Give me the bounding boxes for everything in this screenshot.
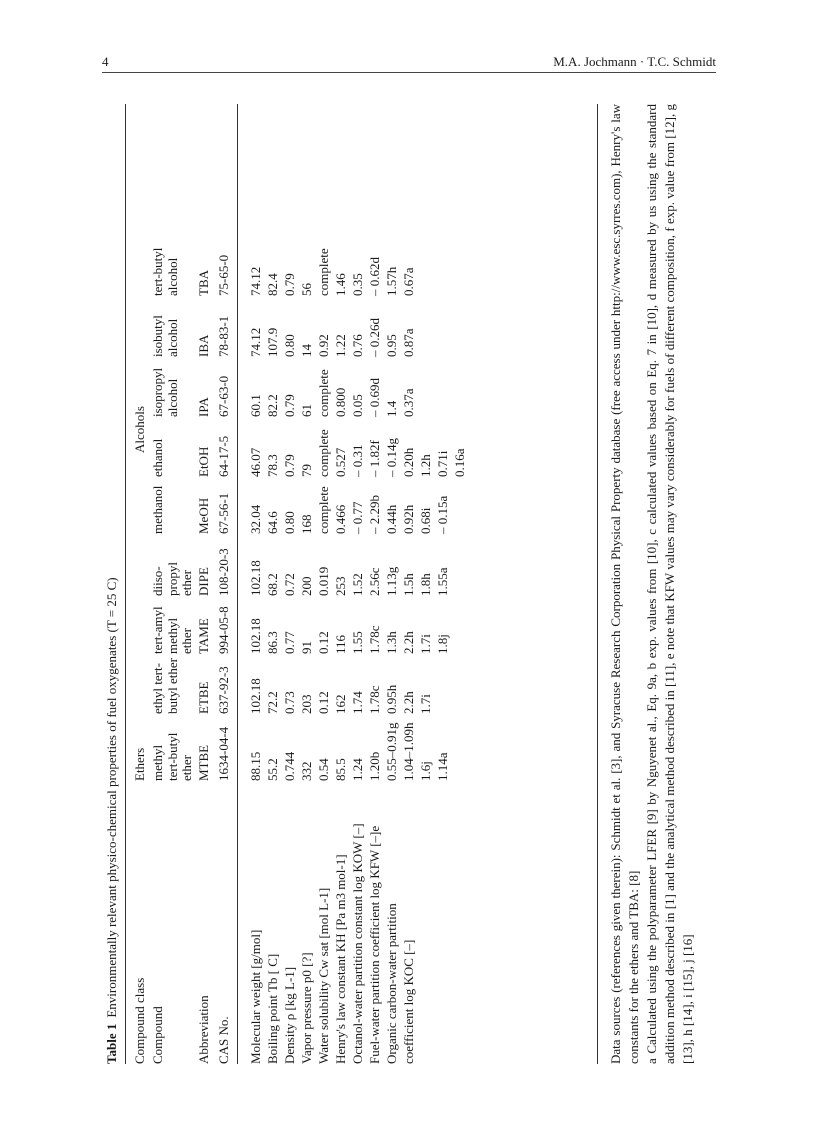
value-cell: 14 bbox=[299, 344, 314, 357]
value-cell: 0.67a bbox=[401, 267, 416, 296]
value-cell: 0.72 bbox=[282, 573, 297, 596]
value-cell: 1.2h bbox=[418, 454, 433, 477]
value-cell: 0.466 bbox=[333, 504, 348, 534]
value-cell: 61 bbox=[299, 404, 314, 417]
compound-cas: 67-56-1 bbox=[216, 492, 231, 534]
value-cell: 200 bbox=[299, 576, 314, 596]
value-cell: 0.73 bbox=[282, 691, 297, 714]
value-cell: 168 bbox=[299, 514, 314, 534]
compound-name: tert-amyl methyl ether bbox=[150, 606, 194, 654]
value-cell: 1.3h bbox=[384, 631, 399, 654]
value-cell: 0.87a bbox=[401, 328, 416, 357]
value-cell: 0.77 bbox=[282, 631, 297, 654]
value-cell: 1.22 bbox=[333, 334, 348, 357]
compound-abbreviation: TAME bbox=[196, 618, 211, 654]
value-cell: – 0.15a bbox=[435, 495, 450, 534]
value-cell: 85.5 bbox=[333, 758, 348, 781]
abbreviation-label: Abbreviation bbox=[196, 995, 211, 1064]
value-cell: 55.2 bbox=[265, 758, 280, 781]
value-cell: 1.6j bbox=[418, 761, 433, 781]
value-cell: 1.8j bbox=[435, 634, 450, 654]
value-cell: 32.04 bbox=[248, 504, 263, 534]
value-cell: 0.019 bbox=[316, 566, 331, 596]
compound-name: isobutyl alcohol bbox=[150, 315, 180, 357]
compound-name: isopropyl alcohol bbox=[150, 367, 180, 417]
compound-cas: 637-92-3 bbox=[216, 666, 231, 714]
compound-abbreviation: TBA bbox=[196, 270, 211, 296]
compound-class-label: Compound class bbox=[132, 977, 147, 1064]
compound-abbreviation: ETBE bbox=[196, 681, 211, 714]
property-label: Octanol-water partition constant log KOW [–] bbox=[350, 823, 365, 1064]
value-cell: complete bbox=[316, 486, 331, 534]
property-label: Vapor pressure p0 [?] bbox=[299, 952, 314, 1064]
value-cell: 60.1 bbox=[248, 394, 263, 417]
property-label: coefficient log KOC [–] bbox=[401, 939, 416, 1064]
value-cell: 0.54 bbox=[316, 758, 331, 781]
value-cell: 1.57h bbox=[384, 266, 399, 296]
value-cell: – 0.77 bbox=[350, 501, 365, 534]
compound-cas: 994-05-8 bbox=[216, 606, 231, 654]
value-cell: 0.80 bbox=[282, 511, 297, 534]
value-cell: 107.9 bbox=[265, 327, 280, 357]
value-cell: 78.3 bbox=[265, 454, 280, 477]
compound-cas: 1634-04-4 bbox=[216, 726, 231, 781]
value-cell: 253 bbox=[333, 576, 348, 596]
value-cell: 0.744 bbox=[282, 751, 297, 781]
compound-name: ethyl tert-butyl ether bbox=[150, 658, 180, 714]
value-cell: 1.78c bbox=[367, 685, 382, 714]
value-cell: 64.6 bbox=[265, 511, 280, 534]
table-label: Table 1 bbox=[104, 1023, 119, 1064]
property-label: Organic carbon-water partition bbox=[384, 903, 399, 1064]
value-cell: 0.12 bbox=[316, 631, 331, 654]
value-cell: 1.55 bbox=[350, 631, 365, 654]
value-cell: 0.37a bbox=[401, 388, 416, 417]
property-label: Water solubility Cw sat [mol L-1] bbox=[316, 887, 331, 1064]
value-cell: 0.35 bbox=[350, 273, 365, 296]
value-cell: 1.7i bbox=[418, 634, 433, 654]
compound-name: diiso-propyl ether bbox=[150, 562, 194, 596]
value-cell: 79 bbox=[299, 464, 314, 477]
note-sources: Data sources (references given therein): Schmidt et al. [3], and Syracuse Research Corporation Physical Property database (free access under http://www.esc.syrres.com), Henry's law constants for the ethers and TBA: [8] bbox=[608, 104, 641, 1064]
note-footnotes: a Calculated using the polyparameter LFER [9] by Nguyenet al., Eq. 9a, b exp. values from [10], c calculated values based on Eq. 7 in [10], d measured by us using the standard addition method described in [1] and the analytical method described in [11], e note that KFW values may vary considerably for fuels of different composition, f exp. value from [12], g [13], h [14], i [15], j [16] bbox=[644, 104, 695, 1064]
table-1 bbox=[105, 104, 715, 1064]
value-cell: 203 bbox=[299, 694, 314, 714]
value-cell: 86.3 bbox=[265, 631, 280, 654]
compound-name: ethanol bbox=[150, 438, 165, 477]
value-cell: 72.2 bbox=[265, 691, 280, 714]
value-cell: 0.92h bbox=[401, 504, 416, 534]
compound-name: methanol bbox=[150, 485, 165, 534]
property-label: Henry's law constant KH [Pa m3 mol-1] bbox=[333, 854, 348, 1064]
value-cell: 0.92 bbox=[316, 334, 331, 357]
value-cell: 116 bbox=[333, 634, 348, 654]
value-cell: 2.2h bbox=[401, 691, 416, 714]
value-cell: 0.80 bbox=[282, 334, 297, 357]
value-cell: 102.18 bbox=[248, 618, 263, 654]
running-header bbox=[102, 50, 716, 73]
compound-cas: 78-83-1 bbox=[216, 315, 231, 357]
property-label: Molecular weight [g/mol] bbox=[248, 929, 263, 1064]
value-cell: 0.05 bbox=[350, 394, 365, 417]
value-cell: 0.68i bbox=[418, 507, 433, 534]
value-cell: 82.2 bbox=[265, 394, 280, 417]
value-cell: 1.8h bbox=[418, 573, 433, 596]
value-cell: 0.800 bbox=[333, 387, 348, 417]
value-cell: – 0.69d bbox=[367, 378, 382, 417]
value-cell: – 0.62d bbox=[367, 257, 382, 296]
value-cell: 1.20b bbox=[367, 751, 382, 781]
value-cell: 0.79 bbox=[282, 273, 297, 296]
top-rule bbox=[125, 104, 126, 1064]
value-cell: 1.55a bbox=[435, 567, 450, 596]
value-cell: 0.20h bbox=[401, 447, 416, 477]
table-notes bbox=[607, 104, 697, 1064]
value-cell: complete bbox=[316, 429, 331, 477]
value-cell: 56 bbox=[299, 283, 314, 296]
compound-name: methyl tert-butyl ether bbox=[150, 732, 194, 781]
value-cell: 0.16a bbox=[452, 448, 467, 477]
value-cell: 102.18 bbox=[248, 560, 263, 596]
value-cell: 332 bbox=[299, 761, 314, 781]
cas-label: CAS No. bbox=[216, 1016, 231, 1064]
value-cell: 0.44h bbox=[384, 504, 399, 534]
value-cell: – 1.82f bbox=[367, 440, 382, 477]
alcohols-class: Alcohols bbox=[132, 406, 147, 453]
value-cell: 1.46 bbox=[333, 273, 348, 296]
compound-abbreviation: MeOH bbox=[196, 497, 211, 534]
value-cell: 68.2 bbox=[265, 573, 280, 596]
table-caption-text: Environmentally relevant physico-chemical properties of fuel oxygenates (T = 25 C) bbox=[104, 577, 119, 1018]
ethers-class: Ethers bbox=[132, 747, 147, 781]
value-cell: 1.7i bbox=[418, 694, 433, 714]
value-cell: 82.4 bbox=[265, 273, 280, 296]
compound-abbreviation: DIPE bbox=[196, 567, 211, 596]
value-cell: – 0.26d bbox=[367, 318, 382, 357]
value-cell: 162 bbox=[333, 694, 348, 714]
value-cell: 1.74 bbox=[350, 691, 365, 714]
compound-abbreviation: EtOH bbox=[196, 446, 211, 477]
value-cell: 2.2h bbox=[401, 631, 416, 654]
value-cell: 0.95h bbox=[384, 684, 399, 714]
value-cell: 1.52 bbox=[350, 573, 365, 596]
property-label: Boiling point Tb [ C] bbox=[265, 953, 280, 1064]
value-cell: 0.79 bbox=[282, 394, 297, 417]
property-label: Fuel-water partition coefficient log KFW [–]e bbox=[367, 825, 382, 1064]
header-rule bbox=[237, 104, 238, 1064]
value-cell: 0.79 bbox=[282, 454, 297, 477]
compound-abbreviation: IPA bbox=[196, 397, 211, 417]
value-cell: 88.15 bbox=[248, 751, 263, 781]
value-cell: 2.56c bbox=[367, 567, 382, 596]
value-cell: 46.07 bbox=[248, 447, 263, 477]
page-number: 4 bbox=[102, 54, 109, 69]
value-cell: 1.5h bbox=[401, 573, 416, 596]
value-cell: 1.04–1.09h bbox=[401, 722, 416, 781]
value-cell: – 0.14g bbox=[384, 438, 399, 477]
value-cell: 1.13g bbox=[384, 566, 399, 596]
compound-label: Compound bbox=[150, 1006, 165, 1064]
value-cell: complete bbox=[316, 248, 331, 296]
value-cell: 0.71i bbox=[435, 450, 450, 477]
value-cell: – 0.31 bbox=[350, 444, 365, 477]
property-label: Density ρ [kg L-1] bbox=[282, 966, 297, 1064]
value-cell: 0.12 bbox=[316, 691, 331, 714]
value-cell: 102.18 bbox=[248, 678, 263, 714]
value-cell: 0.76 bbox=[350, 334, 365, 357]
value-cell: 1.4 bbox=[384, 400, 399, 417]
value-cell: 74.12 bbox=[248, 266, 263, 296]
compound-name: tert-butyl alcohol bbox=[150, 247, 180, 296]
bottom-rule bbox=[597, 104, 598, 1064]
compound-cas: 75-65-0 bbox=[216, 254, 231, 296]
compound-cas: 67-63-0 bbox=[216, 375, 231, 417]
value-cell: – 2.29b bbox=[367, 495, 382, 534]
value-cell: complete bbox=[316, 369, 331, 417]
compound-abbreviation: MTBE bbox=[196, 744, 211, 781]
value-cell: 0.95 bbox=[384, 334, 399, 357]
value-cell: 0.55–0.91g bbox=[384, 722, 399, 781]
value-cell: 74.12 bbox=[248, 327, 263, 357]
value-cell: 1.24 bbox=[350, 758, 365, 781]
compound-abbreviation: IBA bbox=[196, 334, 211, 357]
value-cell: 91 bbox=[299, 641, 314, 654]
table-caption bbox=[105, 104, 120, 1064]
running-authors: M.A. Jochmann · T.C. Schmidt bbox=[553, 54, 716, 69]
value-cell: 0.527 bbox=[333, 447, 348, 477]
compound-cas: 64-17-5 bbox=[216, 435, 231, 477]
compound-cas: 108-20-3 bbox=[216, 548, 231, 596]
value-cell: 1.14a bbox=[435, 752, 450, 781]
value-cell: 1.78c bbox=[367, 625, 382, 654]
